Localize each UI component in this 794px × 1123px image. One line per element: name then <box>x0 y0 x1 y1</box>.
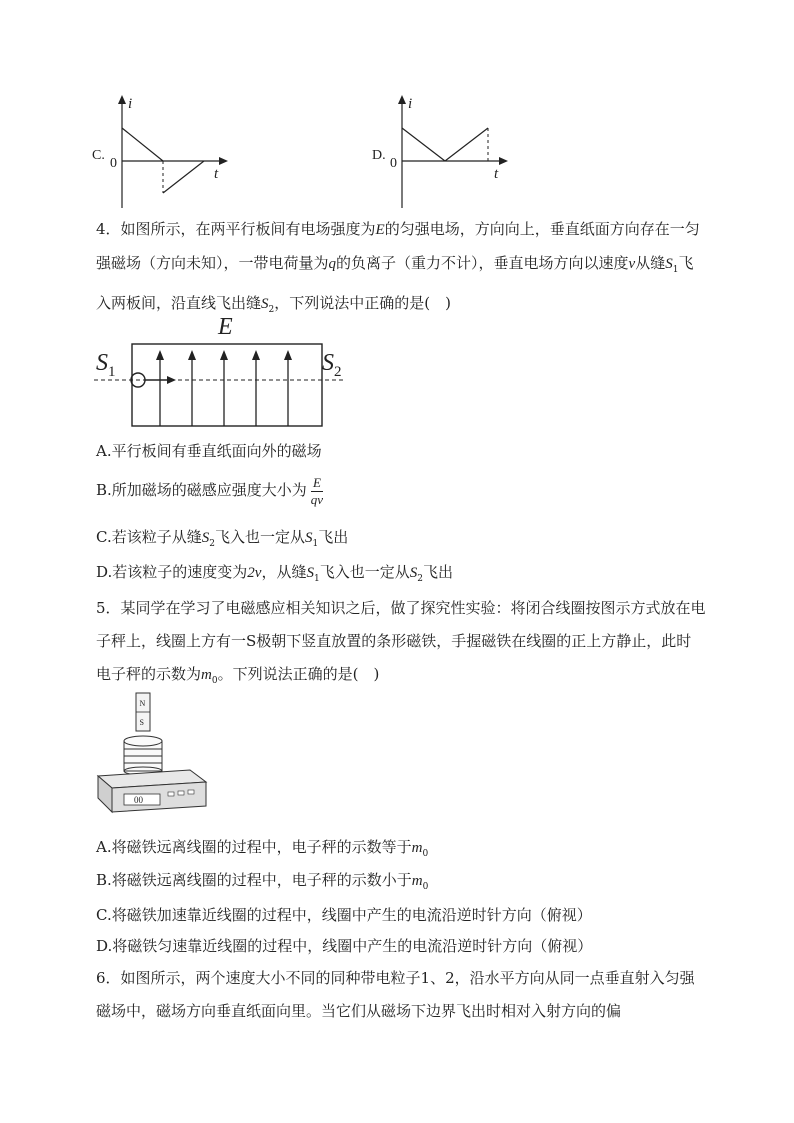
q4-velocity-arrow-head <box>167 376 176 384</box>
scale-button <box>178 791 184 795</box>
q5-scale-figure <box>94 690 212 822</box>
graph-c-label: C. <box>92 148 105 163</box>
question-5-stem: 5．某同学在学习了电磁感应相关知识之后，做了探究性实验：将闭合线圈按图示方式放在电子秤上，线圈上方有一S极朝下竖直放置的条形磁铁，手握磁铁在线圈的正上方静止，此时电子秤的示数为$m_0$。下列说法正确的是( ) <box>96 599 706 686</box>
magnet-n-label: N <box>139 699 146 708</box>
question-6-stem: 6．如图所示，两个速度大小不同的同种带电粒子1、2，沿水平方向从同一点垂直射入匀强磁场中，磁场方向垂直纸面向里。当它们从磁场下边界飞出时相对入射方向的偏 <box>96 969 695 1020</box>
scale-display-value: 00 <box>134 795 143 805</box>
graph-d <box>370 92 520 210</box>
field-arrow-head <box>252 350 260 360</box>
field-arrow-head <box>284 350 292 360</box>
q4-option-b-fraction: $\frac{E}{qv}$ <box>310 474 324 507</box>
graph-c-line-descending <box>122 128 163 161</box>
scale-button <box>168 792 174 796</box>
graph-d-label: D. <box>372 148 386 163</box>
q5-option-c[interactable]: C.将磁铁加速靠近线圈的过程中，线圈中产生的电流沿逆时针方向（俯视） <box>96 906 592 924</box>
graph-d-line-descending <box>402 128 445 161</box>
field-arrow-head <box>156 350 164 360</box>
graph-c-x-label: t <box>214 166 219 182</box>
field-arrow-head <box>188 350 196 360</box>
q4-option-a[interactable]: A.平行板间有垂直纸面向外的磁场 <box>96 442 322 460</box>
graph-c-origin: 0 <box>110 156 117 171</box>
q4-slit-s2-label: $S_2$ <box>322 350 342 380</box>
magnet-s-label: S <box>139 718 144 727</box>
coil <box>124 736 162 775</box>
q5-option-d[interactable]: D.将磁铁匀速靠近线圈的过程中，线圈中产生的电流沿逆时针方向（俯视） <box>96 937 593 955</box>
q4-plate-figure <box>94 314 354 430</box>
graph-c-line-negative <box>163 161 204 193</box>
q4-slit-s1-label: $S_1$ <box>96 350 116 380</box>
graph-c-x-arrow <box>219 157 228 165</box>
scale-button <box>188 790 194 794</box>
graph-d-y-arrow <box>398 95 406 104</box>
graph-c <box>90 92 240 210</box>
graph-d-x-label: t <box>494 166 499 182</box>
graph-d-origin: 0 <box>390 156 397 171</box>
question-4-stem: 4．如图所示，在两平行板间有电场强度为E的匀强电场，方向向上，垂直纸面方向存在一匀强磁场（方向未知），一带电荷量为q的负离子（重力不计），垂直电场方向以速度v从缝$S_1$飞入两板间，沿直线飞出缝$S_2$，下列说法中正确的是( ) <box>96 220 700 315</box>
graph-d-x-arrow <box>499 157 508 165</box>
q4-field-lines <box>160 358 288 426</box>
graph-c-y-arrow <box>118 95 126 104</box>
graph-d-y-label: i <box>408 96 413 112</box>
q4-option-c[interactable]: C.若该粒子从缝$S_2$飞入也一定从$S_1$飞出 <box>96 528 349 549</box>
q5-option-b[interactable]: B.将磁铁远离线圈的过程中，电子秤的示数小于$m_0$ <box>96 871 429 892</box>
graph-d-line-ascending <box>445 128 488 161</box>
q4-option-b[interactable]: B.所加磁场的磁感应强度大小为 $\frac{E}{qv}$ <box>96 474 324 507</box>
field-arrow-head <box>220 350 228 360</box>
q4-field-label: E <box>218 314 233 340</box>
q5-option-a[interactable]: A.将磁铁远离线圈的过程中，电子秤的示数等于$m_0$ <box>96 838 429 859</box>
q4-option-d[interactable]: D.若该粒子的速度变为2v，从缝$S_1$飞入也一定从$S_2$飞出 <box>96 563 453 584</box>
graph-c-y-label: i <box>128 96 133 112</box>
